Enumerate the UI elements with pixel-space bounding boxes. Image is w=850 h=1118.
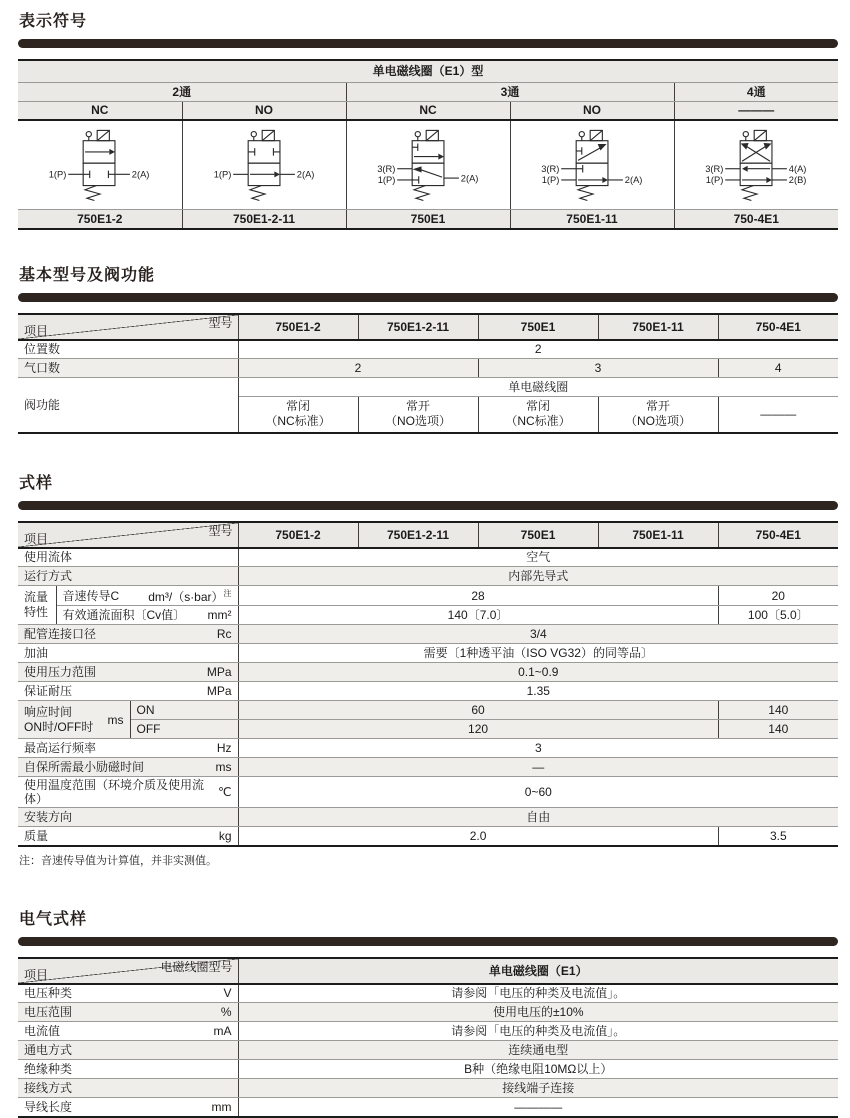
cell-energization: 连续通电型: [238, 1041, 838, 1060]
diagonal-divider: [18, 315, 238, 339]
row-label-fluid: 使用流体: [18, 548, 238, 567]
model-header: 750-4E1: [718, 314, 838, 340]
func-header: NO: [510, 101, 674, 120]
coil-column-header: 单电磁线圈（E1）: [238, 958, 838, 984]
valve-symbol-2way-nc-icon: [22, 122, 178, 208]
title-bar: [18, 293, 838, 302]
svg-text:1(P): 1(P): [541, 175, 559, 186]
cell-sonic-last: 20: [718, 586, 838, 606]
footnote: 注：音速传导值为计算值，并非实测值。: [19, 854, 217, 867]
cell-positions-value: 2: [238, 340, 838, 359]
cell-valve-symbol: [18, 120, 182, 210]
svg-text:3(R): 3(R): [376, 164, 395, 175]
row-label-insulation: 绝缘种类: [18, 1060, 238, 1079]
cell-weight-last: 3.5: [718, 827, 838, 846]
model-header: 750-4E1: [718, 522, 838, 548]
func-header: ———: [674, 101, 838, 120]
cell-mounting: 自由: [238, 808, 838, 827]
cell-ports-3: 3: [478, 359, 718, 378]
row-label-cv: 有效通流面积〔Cv值〕 mm²: [56, 606, 238, 625]
corner-header-cell: [18, 522, 238, 548]
diagonal-divider: [18, 959, 238, 983]
model-name: 750E1-2-11: [182, 210, 346, 229]
cell-coil-type: 单电磁线圈: [238, 378, 838, 397]
diagonal-divider: [18, 523, 238, 547]
model-header: 750E1-2-11: [358, 314, 478, 340]
section-title-symbols: 表示符号: [19, 13, 88, 30]
cell-pressure: 0.1~0.9: [238, 663, 838, 682]
corner-label-item: 项目: [24, 323, 49, 338]
model-header: 750E1-2: [238, 314, 358, 340]
corner-label-item: 项目: [24, 967, 49, 982]
electrical-table: [18, 957, 838, 1118]
svg-text:2(A): 2(A): [460, 173, 478, 184]
svg-text:1(P): 1(P): [48, 169, 67, 180]
model-header: 750E1-11: [598, 314, 718, 340]
model-name: 750-4E1: [674, 210, 838, 229]
cell-voltage-range: 使用电压的±10%: [238, 1003, 838, 1022]
cell-current: 请参阅「电压的种类及电流值」。: [238, 1022, 838, 1041]
svg-text:3(R): 3(R): [704, 164, 723, 175]
cell-func: ———: [718, 397, 838, 433]
cell-temperature: 0~60: [238, 777, 838, 808]
title-bar: [18, 937, 838, 946]
model-name: 750E1-11: [510, 210, 674, 229]
section-basic-models: [18, 266, 838, 434]
row-label-pipe: 配管连接口径 Rc: [18, 625, 238, 644]
model-name: 750E1: [346, 210, 510, 229]
cell-cv-main: 140〔7.0〕: [238, 606, 718, 625]
row-label-lead-length: 导线长度 mm: [18, 1098, 238, 1117]
row-label-sonic: 音速传导C dm³/（s·bar）$^注$: [56, 586, 238, 606]
row-label-positions: 位置数: [18, 340, 238, 359]
cell-valve-symbol: [346, 120, 510, 210]
func-header: NC: [18, 101, 182, 120]
cell-response-on-main: 60: [238, 701, 718, 720]
cell-operation: 内部先导式: [238, 567, 838, 586]
row-label-valve-function: 阀功能: [18, 378, 238, 433]
cell-pipe: 3/4: [238, 625, 838, 644]
row-label-ports: 气口数: [18, 359, 238, 378]
model-header: 750E1-11: [598, 522, 718, 548]
cell-valve-symbol: [674, 120, 838, 210]
svg-text:2(A): 2(A): [131, 169, 150, 180]
valve-symbol-4way-icon: [679, 122, 835, 208]
svg-text:1(P): 1(P): [705, 175, 723, 186]
col-group-4way: 4通: [674, 82, 838, 101]
svg-text:4(A): 4(A): [788, 164, 806, 175]
cell-valve-symbol: [182, 120, 346, 210]
cell-sonic-main: 28: [238, 586, 718, 606]
cell-min-excitation: —: [238, 758, 838, 777]
row-label-voltage-type: 电压种类 V: [18, 984, 238, 1003]
valve-symbol-3way-no-icon: [515, 122, 671, 208]
cell-response-on-last: 140: [718, 701, 838, 720]
corner-label-coil-model: 电磁线圈型号: [160, 959, 233, 974]
model-header: 750E1-2-11: [358, 522, 478, 548]
col-group-3way: 3通: [346, 82, 674, 101]
cell-valve-symbol: [510, 120, 674, 210]
section-specifications: [18, 474, 838, 868]
corner-label-item: 项目: [24, 531, 49, 546]
cell-ports-4: 4: [718, 359, 838, 378]
row-sublabel-off: OFF: [130, 720, 238, 739]
cell-wiring: 接线端子连接: [238, 1079, 838, 1098]
svg-text:1(P): 1(P): [213, 169, 231, 180]
svg-text:2(B): 2(B): [788, 175, 806, 186]
cell-func: 常开 （NO选项）: [358, 397, 478, 433]
cell-response-off-last: 140: [718, 720, 838, 739]
symbols-table-header: 单电磁线圈（E1）型: [18, 60, 838, 82]
cell-fluid: 空气: [238, 548, 838, 567]
model-header: 750E1-2: [238, 522, 358, 548]
corner-header-cell: [18, 314, 238, 340]
svg-text:2(A): 2(A): [624, 175, 642, 186]
corner-label-model: 型号: [208, 315, 233, 330]
row-sublabel-on: ON: [130, 701, 238, 720]
cell-func: 常闭 （NC标准）: [478, 397, 598, 433]
cell-proof-pressure: 1.35: [238, 682, 838, 701]
cell-voltage-type: 请参阅「电压的种类及电流值」。: [238, 984, 838, 1003]
section-title-electrical: 电气式样: [19, 910, 88, 928]
row-label-energization: 通电方式: [18, 1041, 238, 1060]
title-bar: [18, 501, 838, 510]
section-symbols: [18, 12, 838, 230]
title-bar: [18, 39, 838, 48]
row-label-proof-pressure: 保证耐压 MPa: [18, 682, 238, 701]
model-header: 750E1: [478, 314, 598, 340]
cell-response-off-main: 120: [238, 720, 718, 739]
section-title-spec: 式样: [19, 474, 54, 492]
cell-lubrication: 需要〔1种透平油（ISO VG32）的同等品〕: [238, 644, 838, 663]
row-label-mounting: 安装方向: [18, 808, 238, 827]
corner-header-cell: [18, 958, 238, 984]
cell-cv-last: 100〔5.0〕: [718, 606, 838, 625]
row-label-wiring: 接线方式: [18, 1079, 238, 1098]
cell-insulation: B种（绝缘电阻10MΩ以上）: [238, 1060, 838, 1079]
valve-symbol-2way-no-icon: [187, 122, 343, 208]
corner-label-model: 型号: [208, 523, 233, 538]
row-label-max-frequency: 最高运行频率 Hz: [18, 739, 238, 758]
row-label-current: 电流值 mA: [18, 1022, 238, 1041]
cell-func: 常开 （NO选项）: [598, 397, 718, 433]
specifications-table: [18, 521, 838, 847]
row-label-operation: 运行方式: [18, 567, 238, 586]
row-label-voltage-range: 电压范围 %: [18, 1003, 238, 1022]
row-label-min-excitation: 自保所需最小励磁时间 ms: [18, 758, 238, 777]
valve-symbol-3way-nc-icon: [351, 122, 507, 208]
symbols-table: [18, 59, 838, 230]
row-label-pressure: 使用压力范围 MPa: [18, 663, 238, 682]
row-label-temperature: 使用温度范围（环境介质及使用流体） ℃: [18, 777, 238, 808]
col-group-2way: 2通: [18, 82, 346, 101]
cell-func: 常闭 （NC标准）: [238, 397, 358, 433]
row-label-lubrication: 加油: [18, 644, 238, 663]
basic-models-table: [18, 313, 838, 434]
row-label-flow-group: 流量特性: [18, 586, 56, 625]
section-electrical: [18, 910, 838, 1118]
cell-lead-length: ————: [238, 1098, 838, 1117]
func-header: NO: [182, 101, 346, 120]
row-label-response: 响应时间 ON时/OFF时 ms: [18, 701, 130, 739]
row-label-weight: 质量 kg: [18, 827, 238, 846]
svg-text:1(P): 1(P): [377, 175, 395, 186]
svg-text:2(A): 2(A): [296, 169, 314, 180]
cell-max-frequency: 3: [238, 739, 838, 758]
svg-text:3(R): 3(R): [540, 164, 559, 175]
model-header: 750E1: [478, 522, 598, 548]
cell-weight-main: 2.0: [238, 827, 718, 846]
func-header: NC: [346, 101, 510, 120]
model-name: 750E1-2: [18, 210, 182, 229]
section-title-basic: 基本型号及阀功能: [19, 266, 156, 284]
cell-ports-2: 2: [238, 359, 478, 378]
